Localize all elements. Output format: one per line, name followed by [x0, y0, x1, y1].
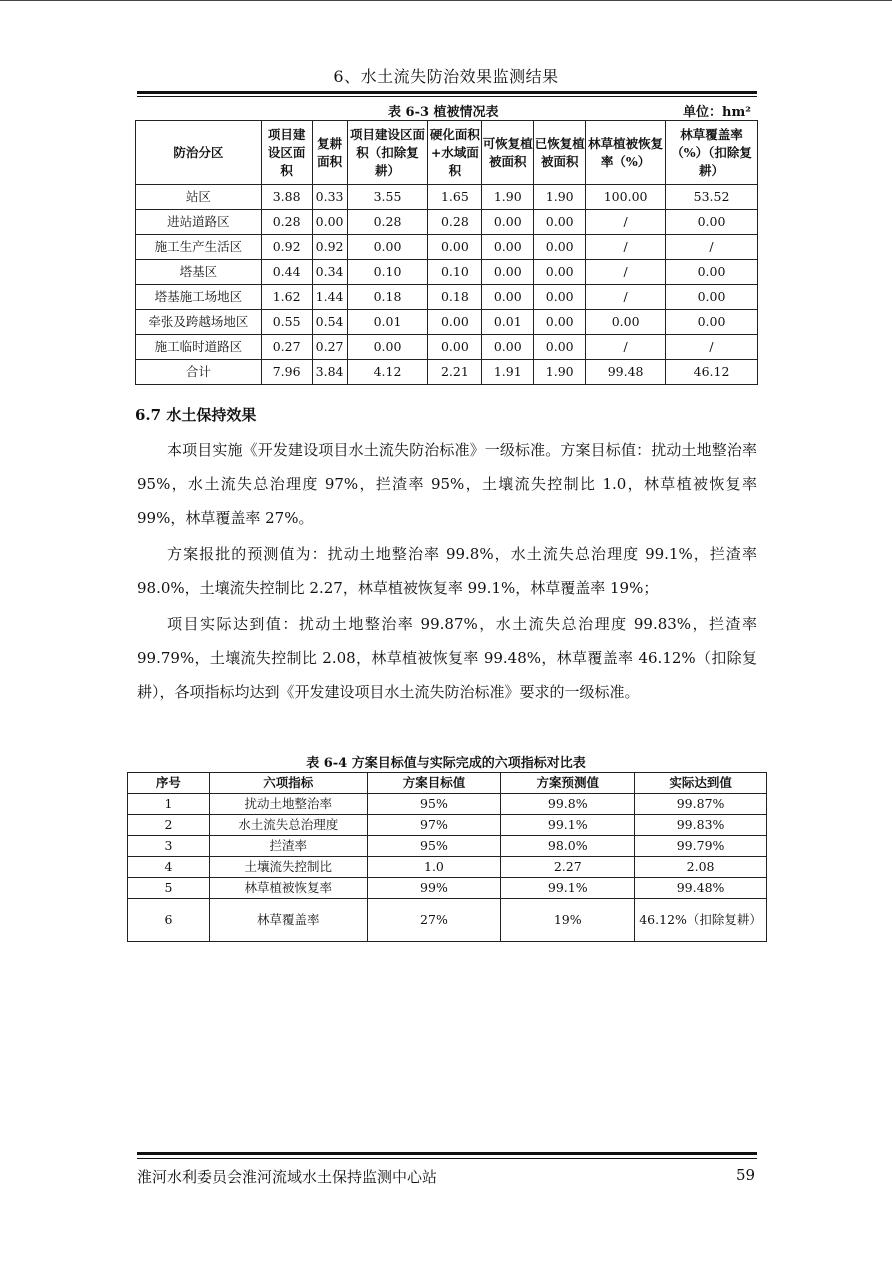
table-cell: 27% [367, 899, 501, 942]
table-6-4-caption: 表 6-4 方案目标值与实际完成的六项指标对比表 [306, 756, 586, 771]
table-cell: 2 [128, 815, 210, 836]
table-cell: 施工临时道路区 [136, 335, 262, 360]
table-cell: 1.90 [534, 360, 586, 385]
header-cell: 实际达到值 [635, 773, 767, 794]
table-row [136, 285, 758, 310]
table-cell: 99.8% [501, 794, 635, 815]
table-cell: / [586, 285, 666, 310]
table-cell: 1.90 [534, 185, 586, 210]
indicator-table-body [128, 794, 767, 942]
vegetation-table [135, 120, 758, 385]
table-row [136, 310, 758, 335]
table-cell: 拦渣率 [209, 836, 367, 857]
table-cell: 0.00 [482, 285, 534, 310]
header-cell: 方案预测值 [501, 773, 635, 794]
table-cell: 1.65 [428, 185, 482, 210]
header-cell: 项目建设区面积（扣除复耕） [347, 121, 428, 185]
table-cell: 0.27 [261, 335, 312, 360]
table-cell: 站区 [136, 185, 262, 210]
table-row [128, 878, 767, 899]
header-cell: 六项指标 [209, 773, 367, 794]
table-cell: 4 [128, 857, 210, 878]
table-cell: 0.00 [347, 235, 428, 260]
table-cell: 0.00 [586, 310, 666, 335]
table-cell: 0.00 [312, 210, 347, 235]
table-cell: 1.90 [482, 185, 534, 210]
table-cell: 1.91 [482, 360, 534, 385]
table-cell: 46.12%（扣除复耕） [635, 899, 767, 942]
header-cell: 可恢复植被面积 [482, 121, 534, 185]
table-cell: 0.10 [428, 260, 482, 285]
table-cell: 0.00 [482, 210, 534, 235]
table-cell: 0.00 [534, 210, 586, 235]
table-cell: 0.01 [347, 310, 428, 335]
table-cell: 99.1% [501, 815, 635, 836]
table-cell: 46.12 [666, 360, 758, 385]
table-cell: 99.48 [586, 360, 666, 385]
table-cell: 0.28 [261, 210, 312, 235]
table-cell: 0.18 [347, 285, 428, 310]
table-row [136, 210, 758, 235]
table-cell: 0.54 [312, 310, 347, 335]
table-cell: 1.44 [312, 285, 347, 310]
table-cell: / [666, 335, 758, 360]
table-cell: 0.34 [312, 260, 347, 285]
table-cell: 0.00 [428, 335, 482, 360]
table-cell: 53.52 [666, 185, 758, 210]
table-cell: 0.92 [261, 235, 312, 260]
table-cell: 99% [367, 878, 501, 899]
table-cell: 施工生产生活区 [136, 235, 262, 260]
table-cell: 0.28 [428, 210, 482, 235]
table-row [128, 836, 767, 857]
table-cell: 0.00 [666, 260, 758, 285]
table-row [136, 360, 758, 385]
table-cell: 0.55 [261, 310, 312, 335]
vegetation-table-body [136, 185, 758, 385]
table-cell: 0.00 [428, 235, 482, 260]
paragraph-target-values: 本项目实施《开发建设项目水土流失防治标准》一级标准。方案目标值：扰动土地整治率 95%，水土流失总治理度 97%，拦渣率 95%，土壤流失控制比 1.0，林草植被恢复率 99%，林草覆盖率 27%。 [137, 441, 757, 527]
table-cell: 3 [128, 836, 210, 857]
page-top-border [0, 0, 892, 1]
header-cell: 项目建设区面积 [261, 121, 312, 185]
table-cell: 99.48% [635, 878, 767, 899]
table-cell: 4.12 [347, 360, 428, 385]
header-cell: 复耕面积 [312, 121, 347, 185]
table-cell: 3.84 [312, 360, 347, 385]
table-cell: 5 [128, 878, 210, 899]
table-cell: 2.27 [501, 857, 635, 878]
table-cell: 99.1% [501, 878, 635, 899]
table-cell: 0.10 [347, 260, 428, 285]
indicator-comparison-table [127, 772, 767, 942]
table-cell: 1.0 [367, 857, 501, 878]
table-cell: 牵张及跨越场地区 [136, 310, 262, 335]
footer-organization: 淮河水利委员会淮河流域水土保持监测中心站 [137, 1168, 438, 1186]
table-cell: 6 [128, 899, 210, 942]
table-cell: 0.00 [428, 310, 482, 335]
table-cell: / [586, 260, 666, 285]
table-header-row [128, 773, 767, 794]
table-cell: 99.87% [635, 794, 767, 815]
table-cell: 0.00 [666, 285, 758, 310]
table-cell: 19% [501, 899, 635, 942]
table-cell: 99.83% [635, 815, 767, 836]
header-cell: 林草植被恢复率（%） [586, 121, 666, 185]
table-cell: / [586, 210, 666, 235]
table-cell: 1 [128, 794, 210, 815]
table-cell: 林草覆盖率 [209, 899, 367, 942]
table-cell: 97% [367, 815, 501, 836]
table-cell: 0.00 [482, 260, 534, 285]
table-cell: 林草植被恢复率 [209, 878, 367, 899]
table-cell: 塔基区 [136, 260, 262, 285]
table-cell: 0.00 [666, 310, 758, 335]
table-cell: 0.00 [534, 335, 586, 360]
table-row [136, 185, 758, 210]
table-cell: 7.96 [261, 360, 312, 385]
table-cell: 0.18 [428, 285, 482, 310]
table-cell: 0.01 [482, 310, 534, 335]
table-row [128, 857, 767, 878]
table-cell: 1.62 [261, 285, 312, 310]
table-cell: 合计 [136, 360, 262, 385]
table-cell: 0.00 [534, 285, 586, 310]
table-cell: / [586, 335, 666, 360]
table-cell: 扰动土地整治率 [209, 794, 367, 815]
section-heading: 6.7 水土保持效果 [135, 406, 257, 424]
table-cell: 99.79% [635, 836, 767, 857]
table-cell: 3.55 [347, 185, 428, 210]
table-row [128, 815, 767, 836]
table-cell: 2.08 [635, 857, 767, 878]
table-cell: 95% [367, 794, 501, 815]
table-cell: 0.00 [482, 235, 534, 260]
table-cell: 土壤流失控制比 [209, 857, 367, 878]
table-cell: 95% [367, 836, 501, 857]
table-cell: / [666, 235, 758, 260]
table-cell: 0.92 [312, 235, 347, 260]
table-row [136, 235, 758, 260]
table-cell: 2.21 [428, 360, 482, 385]
table-row [128, 899, 767, 942]
table-6-3-unit: 单位：hm² [683, 105, 751, 120]
table-cell: 100.00 [586, 185, 666, 210]
header-cell: 林草覆盖率（%）（扣除复耕） [666, 121, 758, 185]
header-rule-thin [137, 96, 757, 97]
table-cell: 0.44 [261, 260, 312, 285]
table-cell: / [586, 235, 666, 260]
header-cell: 已恢复植被面积 [534, 121, 586, 185]
page-header-title: 6、水土流失防治效果监测结果 [333, 67, 559, 86]
page-number: 59 [736, 1166, 756, 1184]
paragraph-actual-values: 项目实际达到值：扰动土地整治率 99.87%，水土流失总治理度 99.83%，拦渣率 99.79%，土壤流失控制比 2.08，林草植被恢复率 99.48%，林草覆盖率 46.12%（扣除复耕），各项指标均达到《开发建设项目水土流失防治标准》要求的一级标准。 [137, 615, 757, 701]
table-row [136, 260, 758, 285]
table-cell: 进站道路区 [136, 210, 262, 235]
table-cell: 3.88 [261, 185, 312, 210]
table-cell: 0.00 [347, 335, 428, 360]
header-cell: 序号 [128, 773, 210, 794]
table-cell: 0.00 [534, 235, 586, 260]
table-cell: 0.27 [312, 335, 347, 360]
header-cell: 方案目标值 [367, 773, 501, 794]
table-cell: 98.0% [501, 836, 635, 857]
header-rule-thick [137, 91, 757, 94]
table-cell: 0.00 [482, 335, 534, 360]
table-cell: 0.00 [666, 210, 758, 235]
table-cell: 0.33 [312, 185, 347, 210]
table-row [136, 335, 758, 360]
table-6-3-caption: 表 6-3 植被情况表 [388, 105, 499, 120]
header-cell: 硬化面积+水域面积 [428, 121, 482, 185]
table-row [128, 794, 767, 815]
table-cell: 0.00 [534, 310, 586, 335]
footer-rule-thin [137, 1158, 757, 1159]
table-cell: 0.28 [347, 210, 428, 235]
header-cell: 防治分区 [136, 121, 262, 185]
table-cell: 水土流失总治理度 [209, 815, 367, 836]
table-header-row [136, 121, 758, 185]
footer-rule-thick [137, 1152, 757, 1155]
paragraph-predicted-values: 方案报批的预测值为：扰动土地整治率 99.8%，水土流失总治理度 99.1%，拦渣率 98.0%，土壤流失控制比 2.27，林草植被恢复率 99.1%，林草覆盖率 19%； [137, 545, 757, 597]
table-cell: 0.00 [534, 260, 586, 285]
table-cell: 塔基施工场地区 [136, 285, 262, 310]
